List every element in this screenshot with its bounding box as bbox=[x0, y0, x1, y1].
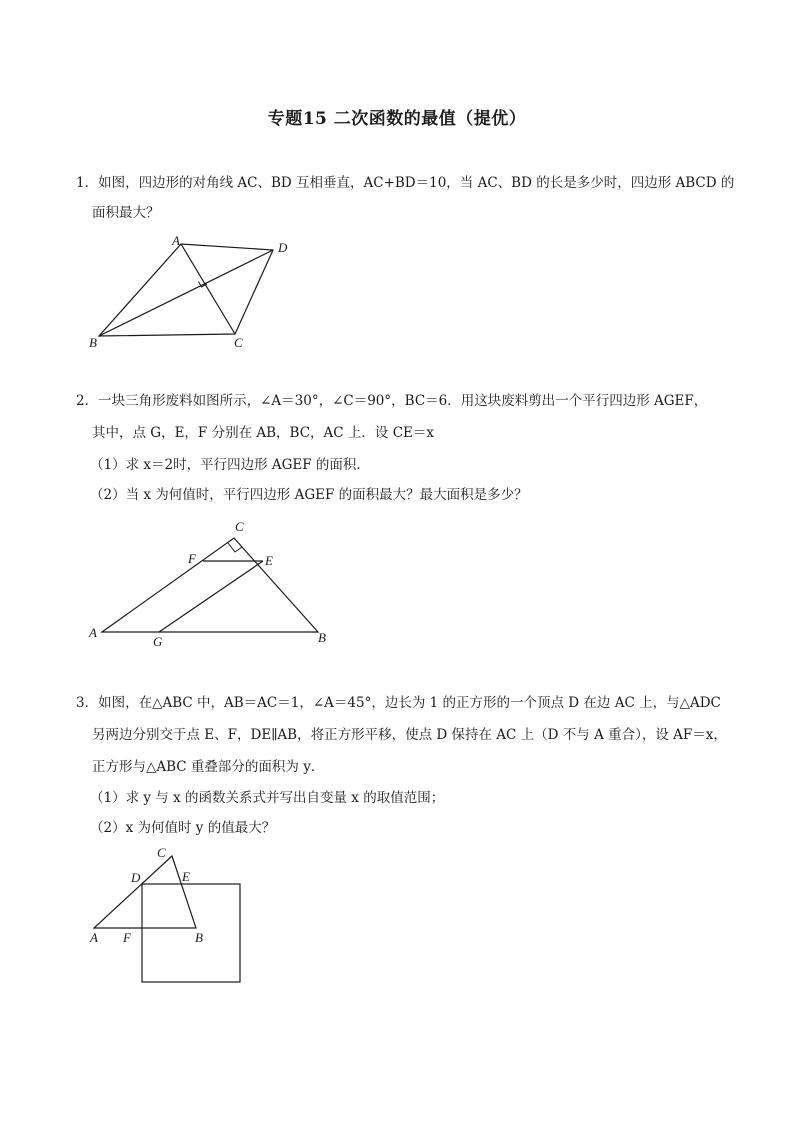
label-c: C bbox=[235, 519, 244, 534]
diagonal-ac bbox=[181, 244, 235, 334]
label-a: A bbox=[90, 930, 98, 945]
problem-3-line-3: 正方形与△ABC 重叠部分的面积为 y． bbox=[92, 759, 325, 775]
problem-2-line-3: （1）求 x＝2时，平行四边形 AGEF 的面积． bbox=[90, 457, 370, 473]
square-triangle-figure bbox=[84, 842, 254, 988]
problem-2-line-2: 其中，点 G，E，F 分别在 AB，BC，AC 上．设 CE＝x bbox=[92, 425, 435, 441]
page-title: 专题15 二次函数的最值（提优） bbox=[267, 109, 527, 129]
label-g: G bbox=[153, 634, 163, 649]
triangle-abc bbox=[94, 856, 196, 928]
label-c: C bbox=[157, 845, 166, 860]
problem-1-line-2: 面积最大？ bbox=[92, 205, 160, 221]
label-f: F bbox=[123, 930, 131, 945]
label-b: B bbox=[195, 930, 203, 945]
triangle-abc bbox=[102, 538, 318, 632]
label-d: D bbox=[278, 240, 288, 255]
problem-3-line-2: 另两边分别交于点 E、F，DE∥AB，将正方形平移，使点 D 保持在 AC 上（D 不与 A 重合），设 AF＝x， bbox=[92, 727, 727, 743]
label-f: F bbox=[188, 551, 196, 566]
label-c: C bbox=[234, 335, 243, 350]
label-a: A bbox=[172, 233, 180, 248]
problem-3-line-5: （2）x 为何值时 y 的值最大？ bbox=[90, 820, 276, 836]
label-b: B bbox=[318, 630, 326, 645]
label-e: E bbox=[265, 553, 273, 568]
problem-2-line-4: （2）当 x 为何值时，平行四边形 AGEF 的面积最大？最大面积是多少？ bbox=[90, 487, 528, 503]
quadrilateral-figure bbox=[80, 228, 310, 356]
quadrilateral-abcd bbox=[99, 244, 273, 336]
label-d: D bbox=[131, 870, 141, 885]
label-b: B bbox=[89, 335, 97, 350]
problem-3-line-4: （1）求 y 与 x 的函数关系式并写出自变量 x 的取值范围； bbox=[90, 790, 445, 806]
square bbox=[142, 884, 240, 982]
problem-1-line-1: 1．如图，四边形的对角线 AC、BD 互相垂直，AC+BD＝10，当 AC、BD 的长是多少时，四边形 ABCD 的 bbox=[76, 175, 735, 191]
problem-2-line-1: 2．一块三角形废料如图所示，∠A＝30°，∠C＝90°，BC＝6．用这块废料剪出一个平行四边形 AGEF， bbox=[76, 393, 708, 409]
triangle-figure bbox=[86, 516, 336, 652]
label-e: E bbox=[182, 869, 190, 884]
segment-eg bbox=[159, 561, 263, 632]
label-a: A bbox=[89, 625, 97, 640]
problem-3-line-1: 3．如图，在△ABC 中，AB＝AC＝1，∠A＝45°，边长为 1 的正方形的一个顶点 D 在边 AC 上，与△ADC bbox=[76, 695, 721, 711]
diagonal-bd bbox=[99, 250, 273, 336]
